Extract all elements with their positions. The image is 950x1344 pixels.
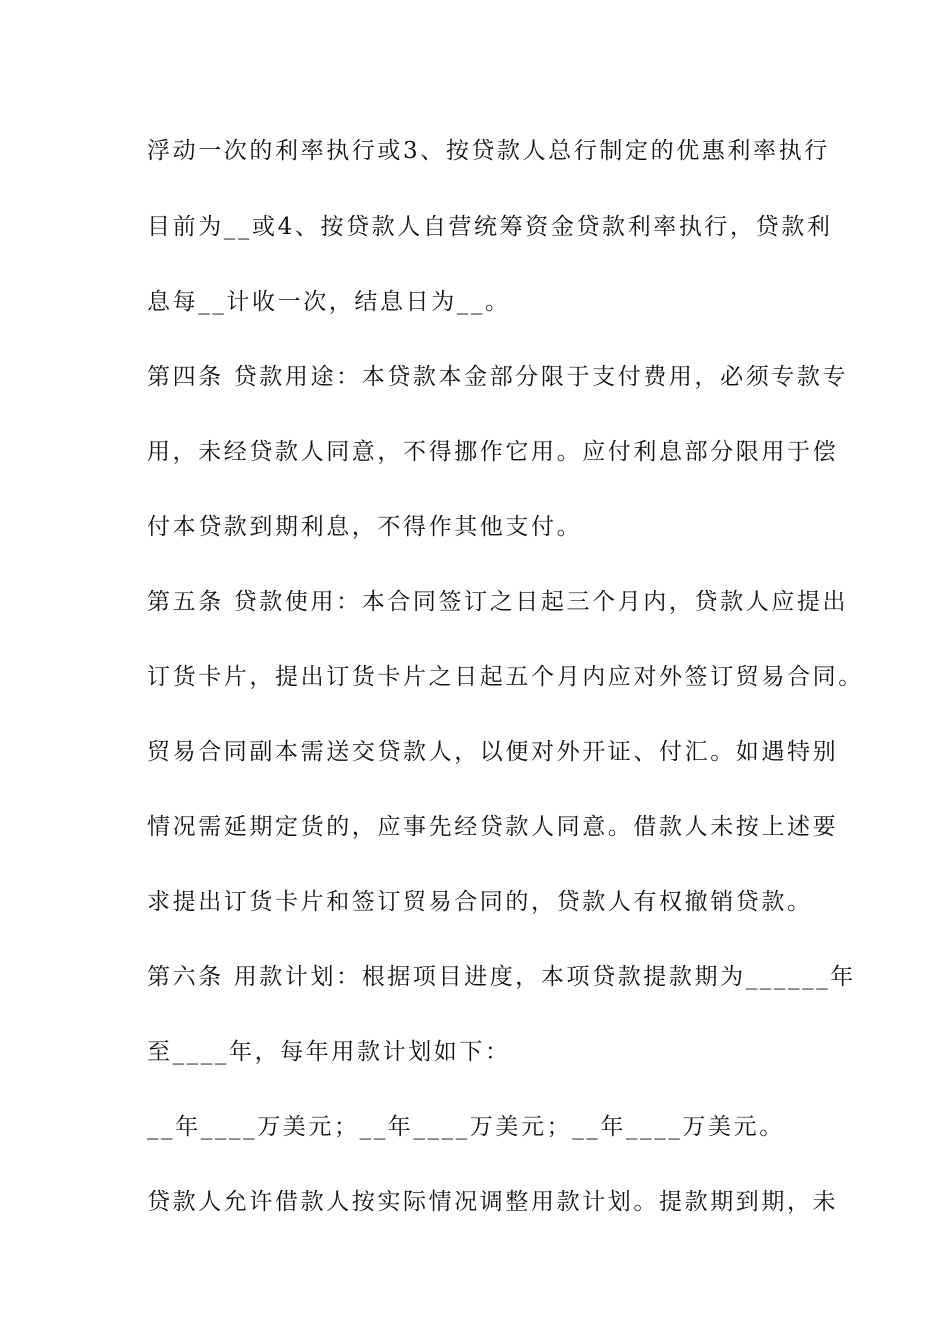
text-line-6: 付本贷款到期利息，不得作其他支付。 [147, 514, 583, 540]
text-line-13: 至____年，每年用款计划如下： [147, 1039, 511, 1065]
article-6-heading-line: 第六条 用款计划：根据项目进度，本项贷款提款期为______年 [147, 964, 856, 990]
text-line-5: 用，未经贷款人同意，不得挪作它用。应付利息部分限用于偿 [147, 439, 839, 465]
text-line-11: 求提出订货卡片和签订贸易合同的，贷款人有权撤销贷款。 [147, 889, 813, 915]
article-5-heading-line: 第五条 贷款使用：本合同签订之日起三个月内，贷款人应提出 [147, 589, 849, 615]
text-line-10: 情况需延期定货的，应事先经贷款人同意。借款人未按上述要 [147, 814, 839, 840]
text-line-15: 贷款人允许借款人按实际情况调整用款计划。提款期到期，未 [147, 1189, 839, 1215]
article-4-heading-line: 第四条 贷款用途：本贷款本金部分限于支付费用，必须专款专 [147, 364, 849, 390]
text-line-1: 浮动一次的利率执行或3、按贷款人总行制定的优惠利率执行 [147, 138, 830, 164]
text-line-14: __年____万美元；__年____万美元；__年____万美元。 [147, 1114, 785, 1140]
text-line-9: 贸易合同副本需送交贷款人，以便对外开证、付汇。如遇特别 [147, 739, 839, 765]
text-line-2: 目前为__或4、按贷款人自营统筹资金贷款利率执行，贷款利 [147, 214, 833, 240]
text-line-3: 息每__计收一次，结息日为__。 [147, 289, 511, 315]
text-line-8: 订货卡片，提出订货卡片之日起五个月内应对外签订贸易合同。 [147, 664, 864, 690]
